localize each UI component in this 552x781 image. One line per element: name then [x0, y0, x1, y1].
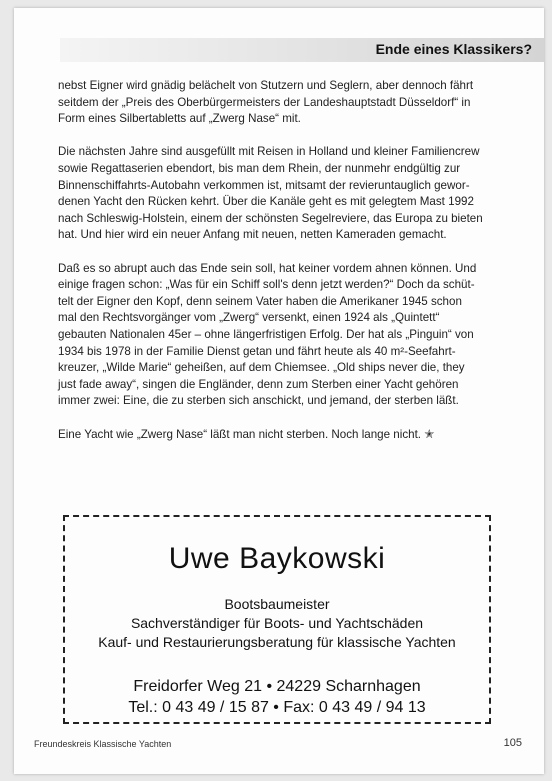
advertiser-contact — [65, 676, 489, 718]
text-line: mal den Rechtsvorgänger vom „Zwerg“ versenkt, einen 1924 als „Quintett“ — [58, 311, 440, 325]
paragraph-4 — [58, 426, 506, 444]
text-line: just fade away“, singen die Engländer, denn zum Sterben einer Yacht gehören — [58, 377, 459, 391]
text-line: kreuzer, „Wilde Marie“ geheißen, auf dem Chiemsee. „Old ships never die, they — [58, 361, 465, 375]
service-line: Bootsbaumeister — [224, 596, 330, 612]
text-line: Daß es so abrupt auch das Ende sein soll, hat keiner vordem ahnen können. Und — [58, 261, 477, 275]
running-header: Ende eines Klassikers? — [375, 41, 532, 57]
paragraph-1 — [58, 78, 506, 128]
text-line: 1934 bis 1978 in der Familie Dienst getan und fährt heute als 40 m²-Seefahrt- — [58, 344, 456, 358]
text-line: sowie Regattaserien ebendort, bis man dem Rhein, der nunmehr endgültig zur — [58, 161, 461, 175]
text-line: Eine Yacht wie „Zwerg Nase“ läßt man nicht sterben. Noch lange nicht. — [58, 428, 422, 442]
text-line: denen Yacht den Rücken kehrt. Über die Kanäle geht es mit gelegtem Mast 1992 — [58, 195, 474, 209]
end-star-icon: ✭ — [424, 427, 435, 442]
footer-publication: Freundeskreis Klassische Yachten — [34, 739, 172, 749]
text-line: telt der Eigner den Kopf, denn seinem Vater haben die Amerikaner 1945 schon — [58, 294, 462, 308]
paragraph-2 — [58, 144, 506, 244]
text-line: Form eines Silbertabletts auf „Zwerg Nase“ mit. — [58, 112, 301, 126]
article-body — [58, 78, 506, 461]
text-line: Binnenschiffahrts-Autobahn verkommen ist, mitsamt der revieruntauglich gewor- — [58, 178, 470, 192]
page — [14, 8, 544, 774]
advertiser-name: Uwe Baykowski — [168, 542, 386, 575]
service-line: Kauf- und Restaurierungsberatung für klassische Yachten — [98, 634, 456, 650]
text-line: Die nächsten Jahre sind ausgefüllt mit Reisen in Holland und kleiner Familiencrew — [58, 145, 480, 159]
address-line: Freidorfer Weg 21 • 24229 Scharnhagen — [133, 678, 421, 695]
paragraph-3 — [58, 261, 506, 410]
page-number: 105 — [503, 737, 522, 749]
text-line: nach Schleswig-Holstein, einem der schönsten Segelreviere, das Europa zu bieten — [58, 211, 483, 225]
advertisement-box — [63, 515, 491, 724]
phone-fax-line: Tel.: 0 43 49 / 15 87 • Fax: 0 43 49 / 94 13 — [128, 699, 426, 716]
service-line: Sachverständiger für Boots- und Yachtschäden — [130, 615, 424, 631]
text-line: gebauten Nationalen 45er – ohne längerfristigen Erfolg. Der hat als „Pinguin“ von — [58, 327, 474, 341]
text-line: seitdem der „Preis des Oberbürgermeisters der Landeshauptstadt Düsseldorf“ in — [58, 95, 471, 109]
text-line: einige fragen schon: „Was für ein Schiff soll's denn jetzt werden?“ Doch da schüt- — [58, 278, 475, 292]
text-line: hat. Und hier wird ein neuer Anfang mit neuen, netten Kameraden gemacht. — [58, 228, 447, 242]
text-line: nebst Eigner wird gnädig belächelt von Stutzern und Seglern, aber dennoch fährt — [58, 79, 474, 92]
advertiser-services — [65, 595, 489, 652]
text-line: immer zwei: Eine, die zu sterben sich anschickt, und jemand, der sterben läßt. — [58, 394, 459, 408]
